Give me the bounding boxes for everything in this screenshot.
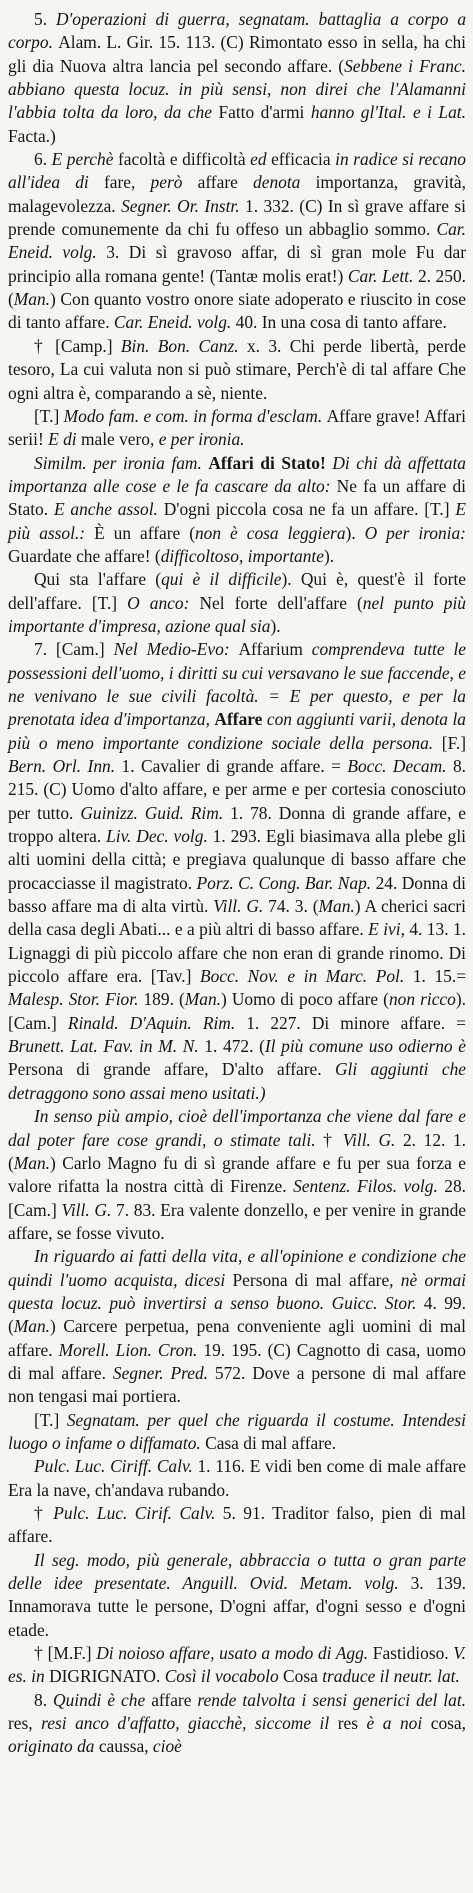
- italic-text: Rinald. D'Aquin. Rim.: [67, 1012, 247, 1033]
- italic-text: difficoltoso, importante: [160, 545, 324, 566]
- italic-text: D'operazioni di guerra, segnatam. battaglia a corpo a corpo.: [8, 9, 467, 53]
- body-text: 1. 227. Di minore affare. =: [246, 1012, 466, 1033]
- italic-text: Liv. Dec. volg.: [106, 826, 213, 847]
- dictionary-paragraph: [8, 1105, 466, 1245]
- body-text: Guardate che affare! (: [8, 545, 161, 566]
- italic-text: non ricco: [388, 989, 456, 1010]
- italic-text: Segnatam. per quel che riguarda il costume. Intendesi luogo o infame o diffamato.: [8, 1409, 466, 1453]
- body-text: ) A cherici sacri della casa degli Abati... e a più altri di basso affare.: [8, 896, 466, 940]
- body-text: 5. 91. Traditor falso, pien di mal affare.: [8, 1503, 466, 1547]
- body-text: efficacia: [271, 149, 336, 170]
- body-text: Cosa: [283, 1666, 323, 1687]
- body-text: 4. 13. 1. Lignaggi di più piccolo affare che non eran di grande rinomo. Di piccolo affare era. [Tav.]: [8, 919, 466, 987]
- body-text: ) Carcere perpetua, pena conveniente agli uomini di mal affare.: [8, 1316, 466, 1360]
- body-text: male vero,: [80, 429, 159, 450]
- body-text: 7. 83. Era valente donzello, e per venire in grande affare, se fosse vivuto.: [8, 1199, 467, 1243]
- italic-text: Bin. Bon. Canz.: [120, 335, 247, 356]
- dictionary-paragraph: [8, 1245, 466, 1408]
- body-text: 24. Donna di basso affare ma di alta virtù.: [8, 872, 467, 917]
- body-text: 1. 78. Donna di grande affare, e troppo altera.: [8, 802, 466, 847]
- body-text: 8. 215. (C) Uomo d'alto affare, e per arme e per cortesia conosciuto per tutto.: [8, 756, 466, 823]
- body-text: † [Camp.]: [34, 335, 121, 356]
- dictionary-paragraph: [8, 1409, 466, 1456]
- italic-text: Morell. Lion. Cron.: [58, 1339, 204, 1360]
- body-text: importanza, gravità, malagevolezza.: [8, 172, 466, 216]
- italic-text: Segner. Pred.: [112, 1362, 215, 1383]
- body-text: Fastidioso.: [372, 1643, 454, 1664]
- italic-text: Quindi è che: [53, 1689, 152, 1710]
- dictionary-paragraph: [8, 638, 466, 1105]
- body-text: È un affare (: [94, 522, 195, 543]
- body-text: 1. 116. E vidi ben come di male affare Era la nave, ch'andava rubando.: [8, 1456, 466, 1500]
- italic-text: Anguill. Ovid. Metam. volg.: [182, 1573, 411, 1594]
- dictionary-paragraph: [8, 405, 466, 452]
- body-text: 1. 293. Egli biasimava alla plebe gli alti uomini della città; e pregiava qualunque di basso affare che procacciasse il magistrato.: [8, 826, 467, 893]
- italic-text: denota: [253, 172, 316, 193]
- italic-text: cioè: [152, 1736, 182, 1757]
- body-text: [F.]: [441, 732, 466, 753]
- dictionary-paragraph: [8, 452, 466, 569]
- body-text: Qui sta l'affare (: [34, 569, 162, 590]
- dictionary-paragraph: [8, 1642, 466, 1689]
- italic-text: O per ironia:: [364, 522, 466, 543]
- italic-text: nè ormai questa locuz. può invertirsi a senso buono.: [8, 1269, 467, 1313]
- body-text: 2. 250. (: [8, 265, 466, 310]
- body-text: [T.]: [34, 405, 64, 426]
- italic-text: Modo fam. e com. in forma d'esclam.: [63, 405, 327, 426]
- italic-text: resi anco d'affatto, giacchè, siccome il: [41, 1713, 338, 1734]
- body-text: caussa,: [98, 1736, 153, 1757]
- italic-text: In senso più ampio, cioè dell'importanza che viene dal fare e dal poter fare cose grandi, o stimate tali.: [8, 1106, 466, 1150]
- body-text: †: [34, 1503, 54, 1523]
- body-text: 1. 15.=: [412, 966, 467, 987]
- body-text: † [M.F.]: [34, 1643, 97, 1664]
- body-text: affare: [197, 172, 254, 193]
- body-text: 3. 139. Innamorava tutte le persone, D'ogni affar, d'ogni sesso e d'ogni etade.: [8, 1573, 466, 1640]
- body-text: 5.: [34, 9, 56, 29]
- body-text: 7. [Cam.]: [34, 639, 114, 660]
- italic-text: Brunett. Lat. Fav. in M. N.: [8, 1036, 205, 1057]
- italic-text: Di chi dà affettata importanza alle cose e le fa cascare da alto:: [8, 452, 466, 496]
- body-text: ). [Cam.]: [8, 989, 466, 1033]
- body-text: 19. 195. (C) Cagnotto di casa, uomo di mal affare.: [8, 1339, 466, 1383]
- body-text: 74. 3. (: [268, 896, 319, 917]
- italic-text: Man.: [318, 896, 355, 917]
- body-text: ) Uomo di poco affare (: [221, 989, 389, 1010]
- italic-text: Il più comune uso odierno è: [264, 1036, 466, 1057]
- dictionary-paragraph: [8, 1455, 466, 1502]
- italic-text: Guinizz. Guid. Rim.: [80, 802, 231, 823]
- italic-text: con aggiunti varii, denota la più o meno importante condizione sociale della persona.: [8, 709, 467, 753]
- body-text: 2. 12. 1. (: [8, 1129, 466, 1173]
- italic-text: Vill. G.: [213, 896, 269, 917]
- body-text: 1. 472. (: [204, 1036, 265, 1057]
- dictionary-paragraph: [8, 148, 466, 335]
- body-text: Affarium: [238, 639, 312, 660]
- italic-text: Car. Eneid. volg.: [8, 219, 466, 263]
- body-text: 28. [Cam.]: [8, 1176, 466, 1220]
- body-text: ) Carlo Magno fu di sì grande affare e fu per sua forza e valore rifatta la nostra città di Firenze.: [8, 1152, 466, 1197]
- italic-text: Bocc. Decam.: [347, 756, 453, 776]
- italic-text: Vill. G.: [342, 1129, 403, 1150]
- body-text: DIGRIGNATO.: [49, 1666, 165, 1687]
- body-text: x. 3. Chi perde libertà, perde tesoro, La cui valuta non si può stimare, Perch'è di tal affare Che ogni altra è, comparando a sè, niente.: [8, 335, 466, 403]
- italic-text: E più assol.:: [8, 499, 466, 543]
- bold-term: Affari di Stato!: [208, 452, 333, 473]
- italic-text: comprendeva tutte le possessioni dell'uomo, i diritti su cui versavano le sue faccende, e ne venivano le sue civili facoltà. = E per questo, e per la prenotata idea d'importanza,: [8, 639, 466, 730]
- body-text: 3. Di sì gravoso affar, di sì gran mole Fu dar principio alla romana gente! (Tantæ molis erat!): [8, 242, 466, 286]
- italic-text: nel punto più importante d'impresa, azione qual sia: [8, 592, 467, 636]
- body-text: D'ogni piccola cosa ne fa un affare. [T.]: [163, 499, 456, 520]
- italic-text: Pulc. Luc. Ciriff. Calv.: [34, 1456, 198, 1477]
- body-text: Casa di mal affare.: [205, 1432, 337, 1453]
- body-text: [T.]: [34, 1409, 67, 1430]
- italic-text: Il seg. modo, più generale, abbraccia o tutta o gran parte delle idee presentate.: [8, 1549, 466, 1594]
- italic-text: Sentenz. Filos. volg.: [293, 1176, 445, 1197]
- body-text: fare,: [103, 172, 151, 193]
- body-text: facoltà e difficoltà: [118, 149, 251, 170]
- dictionary-paragraph: [8, 1689, 466, 1759]
- italic-text: Car. Eneid. volg.: [113, 312, 236, 333]
- body-text: 40. In una cosa di tanto affare.: [235, 312, 447, 333]
- body-text: 1. 332. (C) In sì grave affare si prende comunemente da chi fu offeso un abbaglio sommo.: [8, 195, 466, 240]
- italic-text: In riguardo ai fatti della vita, e all'opinione e condizione che quindi l'uomo acquista, dicesi: [8, 1246, 466, 1290]
- italic-text: e per ironia.: [158, 429, 245, 450]
- italic-text: rende talvolta i sensi generici del lat.: [197, 1689, 467, 1710]
- italic-text: in radice si recano all'idea di: [8, 149, 467, 193]
- body-text: Persona di mal affare,: [232, 1269, 401, 1290]
- body-text: 8.: [34, 1689, 54, 1710]
- italic-text: Di noioso affare, usato a modo di Agg.: [96, 1643, 373, 1664]
- italic-text: Gli aggiunti che detraggono sono assai meno usitati.): [8, 1059, 466, 1103]
- body-text: Alam. L. Gir. 15. 113. (C) Rimontato esso in sella, ha chi gli dia Nuova altra lancia pel secondo affare. (: [8, 32, 466, 76]
- italic-text: Malesp. Stor. Fior.: [8, 989, 144, 1010]
- bold-term: Affare: [214, 709, 267, 730]
- italic-text: Man.: [13, 289, 51, 310]
- italic-text: è a noi: [366, 1713, 431, 1734]
- italic-text: Pulc. Luc. Cirif. Calv.: [53, 1503, 223, 1523]
- italic-text: Man.: [13, 1316, 51, 1337]
- body-text: Fatto d'armi: [218, 102, 311, 123]
- italic-text: Nel Medio-Evo:: [113, 639, 239, 660]
- italic-text: ed: [250, 149, 272, 170]
- body-text: Ne fa un affare di Stato.: [8, 475, 467, 520]
- body-text: Affare grave! Affari serii!: [8, 405, 467, 450]
- body-text: cosa,: [430, 1713, 466, 1734]
- dictionary-paragraph: [8, 8, 466, 148]
- italic-text: Man.: [184, 989, 222, 1010]
- body-text: res: [337, 1713, 367, 1734]
- italic-text: Bern. Orl. Inn.: [8, 756, 122, 776]
- body-text: †: [323, 1129, 343, 1150]
- italic-text: Così il vocabolo: [164, 1666, 284, 1687]
- dictionary-paragraph: [8, 1549, 466, 1642]
- body-text: ) Con quanto vostro onore siate adoperato e riuscito in cose di tanto affare.: [8, 289, 466, 333]
- body-text: 4. 99. (: [8, 1292, 466, 1337]
- italic-text: Sebbene i Franc. abbiano questa locuz. in più sensi, non direi che l'Alamanni l'abbia tolta da loro, da che: [8, 55, 466, 123]
- italic-text: Porz. C. Cong. Bar. Nap.: [196, 872, 376, 893]
- body-text: 189. (: [143, 989, 185, 1010]
- italic-text: però: [150, 172, 198, 193]
- body-text: ).: [323, 545, 335, 566]
- italic-text: traduce il neutr. lat.: [322, 1666, 460, 1687]
- body-text: ).: [345, 522, 365, 543]
- italic-text: qui è il difficile: [161, 569, 282, 590]
- body-text: Persona di grande affare, D'alto affare.: [8, 1059, 335, 1080]
- dictionary-paragraph: [8, 335, 466, 405]
- body-text: Nel forte dell'affare (: [199, 592, 363, 613]
- italic-text: Segner. Or. Instr.: [121, 195, 245, 216]
- italic-text: Guicc. Stor.: [331, 1292, 424, 1313]
- body-text: 572. Dove a persone di mal affare non tengasi mai portiera.: [8, 1362, 466, 1407]
- body-text: ). Qui è, quest'è il forte dell'affare. [T.]: [8, 569, 466, 613]
- italic-text: E ivi,: [368, 919, 410, 940]
- body-text: ).: [270, 615, 281, 636]
- italic-text: V. es. in: [8, 1643, 466, 1687]
- italic-text: Car. Lett.: [347, 265, 418, 286]
- italic-text: E anche assol.: [53, 499, 164, 520]
- body-text: 1. Cavalier di grande affare. =: [121, 756, 348, 776]
- body-text: affare: [151, 1689, 198, 1710]
- body-text: Facta.): [8, 125, 56, 146]
- italic-text: E perchè: [51, 149, 118, 170]
- italic-text: Similm. per ironia fam.: [34, 452, 209, 473]
- italic-text: hanno gl'Ital. e i Lat.: [310, 102, 466, 123]
- dictionary-paragraph: [8, 568, 466, 638]
- italic-text: Bocc. Nov. e in Marc. Pol.: [199, 966, 413, 987]
- italic-text: E di: [48, 429, 81, 450]
- italic-text: Vill. G.: [61, 1199, 117, 1220]
- italic-text: non è cosa leggiera: [194, 522, 346, 543]
- body-text: 6.: [34, 149, 52, 170]
- dictionary-paragraph: [8, 1502, 466, 1549]
- italic-text: O anco:: [127, 592, 200, 613]
- body-text: res,: [8, 1713, 42, 1734]
- italic-text: Man.: [13, 1152, 51, 1173]
- italic-text: originato da: [8, 1736, 99, 1757]
